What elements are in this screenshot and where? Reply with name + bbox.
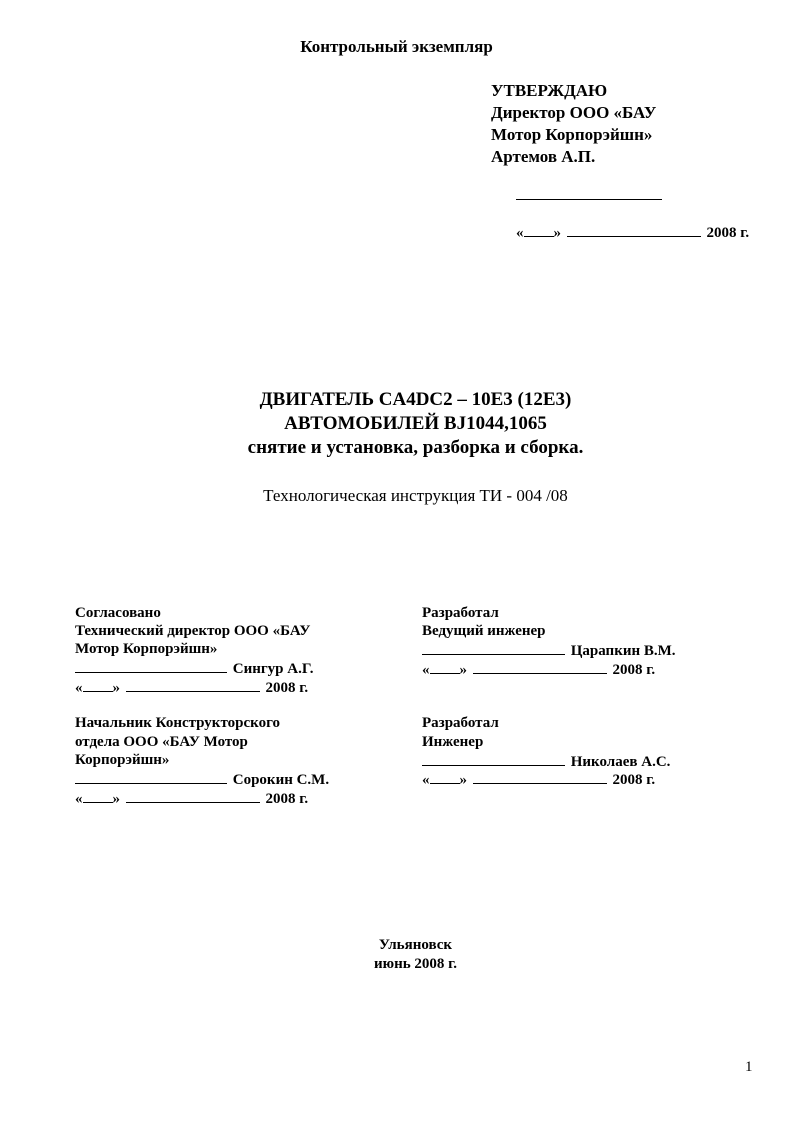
dev2-name: Николаев А.С. <box>570 754 671 770</box>
quote-open: « <box>422 662 430 678</box>
dev1-position: Ведущий инженер <box>422 623 546 639</box>
quote-close: » <box>459 662 467 678</box>
approval-year: 2008 г. <box>706 225 750 241</box>
signature-blank <box>75 769 227 784</box>
month-blank <box>473 659 607 674</box>
approval-position-line1: Директор ООО «БАУ <box>491 103 657 122</box>
approval-name: Артемов А.П. <box>491 147 596 166</box>
approval-date-row <box>516 222 749 242</box>
agreed-position-line1: Технический директор ООО «БАУ <box>75 623 311 639</box>
document-title-line2: АВТОМОБИЛЕЙ BJ1044,1065 <box>284 413 547 434</box>
dev1-year: 2008 г. <box>612 662 656 678</box>
control-copy-label: Контрольный экземпляр <box>300 37 493 56</box>
signature-blank <box>75 658 227 673</box>
agreed-name: Сингур А.Г. <box>232 661 314 677</box>
head-year: 2008 г. <box>265 791 309 807</box>
dev1-signature-row <box>422 640 676 660</box>
footer-date: июнь 2008 г. <box>373 956 458 972</box>
approval-signature-line <box>516 199 662 200</box>
month-blank <box>473 769 607 784</box>
approval-title: УТВЕРЖДАЮ <box>491 81 608 100</box>
day-blank <box>524 222 554 237</box>
agreed-position-line2: Мотор Корпорэйшн» <box>75 641 218 657</box>
head-date-row <box>75 788 308 808</box>
dev2-label: Разработал <box>422 715 499 731</box>
agreed-label: Согласовано <box>75 605 161 621</box>
quote-close: » <box>459 772 467 788</box>
head-position-line1: Начальник Конструкторского <box>75 715 281 731</box>
dev1-label: Разработал <box>422 605 499 621</box>
quote-open: « <box>75 680 83 696</box>
head-name: Сорокин С.М. <box>232 772 330 788</box>
quote-open: « <box>422 772 430 788</box>
dev2-position: Инженер <box>422 734 484 750</box>
document-title-line3: снятие и установка, разборка и сборка. <box>247 437 584 458</box>
agreed-date-row <box>75 677 308 697</box>
head-position-line3: Корпорэйшн» <box>75 752 170 768</box>
day-blank <box>430 659 460 674</box>
day-blank <box>83 677 113 692</box>
dev2-year: 2008 г. <box>612 772 656 788</box>
approval-position-line2: Мотор Корпорэйшн» <box>491 125 653 144</box>
page-number: 1 <box>745 1059 753 1075</box>
dev2-date-row <box>422 769 655 789</box>
head-position-line2: отдела ООО «БАУ Мотор <box>75 734 248 750</box>
document-subtitle: Технологическая инструкция ТИ - 004 /08 <box>263 486 568 505</box>
document-title-line1: ДВИГАТЕЛЬ CA4DC2 – 10E3 (12E3) <box>259 389 572 410</box>
head-signature-row <box>75 769 329 789</box>
day-blank <box>430 769 460 784</box>
signature-blank <box>422 640 565 655</box>
month-blank <box>126 788 260 803</box>
month-blank <box>567 222 701 237</box>
day-blank <box>83 788 113 803</box>
quote-close: » <box>112 791 120 807</box>
signature-blank <box>422 751 565 766</box>
quote-close: » <box>553 225 561 241</box>
month-blank <box>126 677 260 692</box>
quote-open: « <box>516 225 524 241</box>
agreed-signature-row <box>75 658 313 678</box>
dev1-name: Царапкин В.М. <box>570 643 676 659</box>
quote-open: « <box>75 791 83 807</box>
dev2-signature-row <box>422 751 670 771</box>
quote-close: » <box>112 680 120 696</box>
dev1-date-row <box>422 659 655 679</box>
footer-city: Ульяновск <box>378 937 453 953</box>
agreed-year: 2008 г. <box>265 680 309 696</box>
